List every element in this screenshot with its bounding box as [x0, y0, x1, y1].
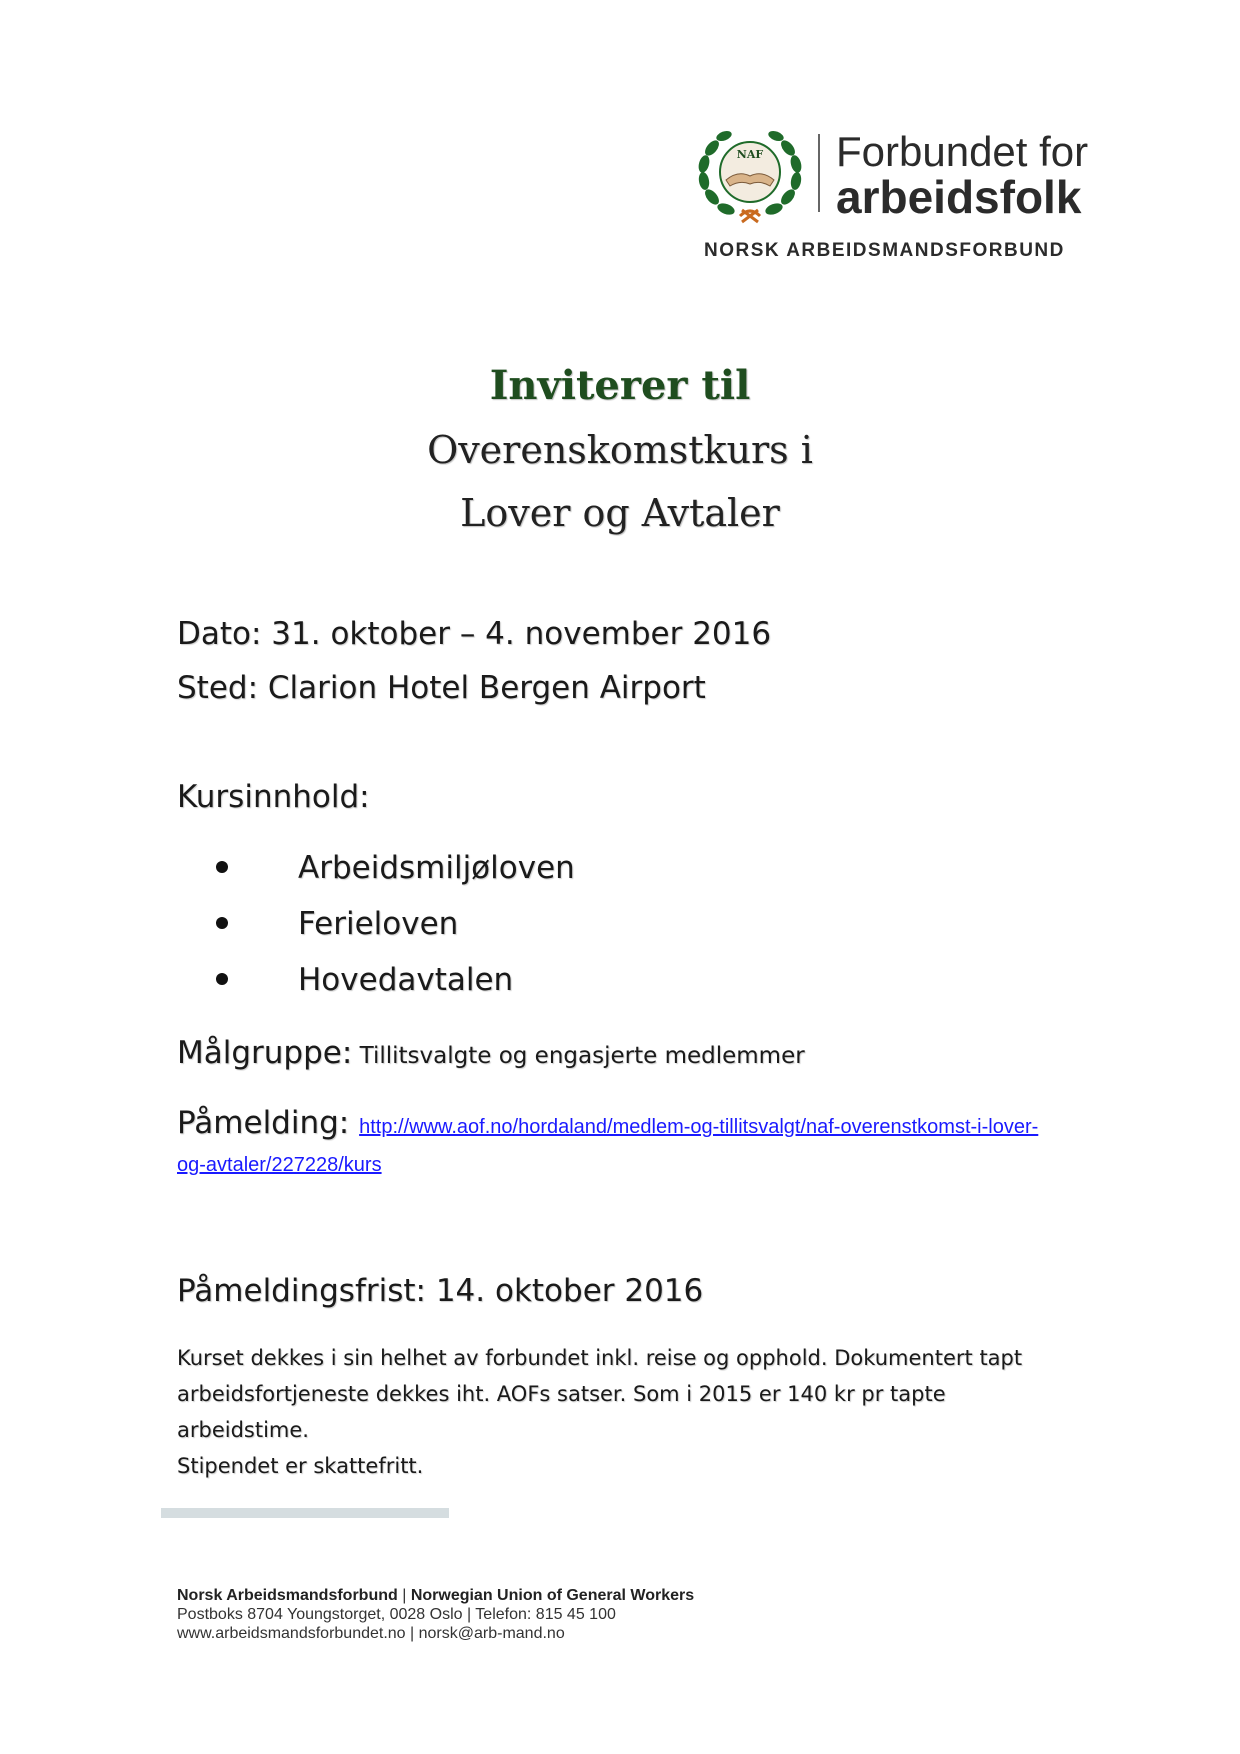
course-list-item [216, 850, 575, 886]
signup-deadline: Påmeldingsfrist: 14. oktober 2016 [177, 1273, 704, 1309]
heading-invite: Inviterer til [489, 362, 751, 409]
footer-contact: www.arbeidsmandsforbundet.no | norsk@arb-mand.no [177, 1625, 565, 1642]
naf-logo [690, 118, 1100, 268]
footer-org-line [177, 1586, 694, 1605]
heading-course: Overenskomstkurs i [427, 428, 813, 472]
logo-title-line2: arbeidsfolk [836, 171, 1082, 223]
course-item-label: Ferieloven [298, 906, 459, 942]
date-line: Dato: 31. oktober – 4. november 2016 [177, 616, 772, 652]
course-list-item [216, 962, 513, 998]
course-list-item [216, 906, 458, 942]
naf-emblem-label: NAF [736, 148, 764, 161]
info-line: Stipendet er skattefritt. [177, 1454, 424, 1478]
signup-label: Påmelding: [177, 1105, 350, 1141]
bullet-icon [216, 917, 228, 929]
info-line: Kurset dekkes i sin helhet av forbundet inkl. reise og opphold. Dokumentert tapt [177, 1346, 1023, 1370]
bullet-icon [216, 973, 228, 985]
signup-link[interactable]: http://www.aof.no/hordaland/medlem-og-tillitsvalgt/naf-overenstkomst-i-lover- [359, 1116, 1039, 1138]
course-item-label: Arbeidsmiljøloven [298, 850, 575, 886]
footer-address: Postboks 8704 Youngstorget, 0028 Oslo | Telefon: 815 45 100 [177, 1606, 616, 1623]
footer-separator: | [397, 1587, 411, 1604]
location-line: Sted: Clarion Hotel Bergen Airport [177, 670, 706, 706]
signup-line [177, 1105, 1038, 1141]
logo-divider [818, 134, 820, 212]
footer-org-name: Norsk Arbeidsmandsforbund [177, 1587, 398, 1604]
signup-link-continued[interactable]: og-avtaler/227228/kurs [177, 1154, 382, 1176]
target-group-value: Tillitsvalgte og engasjerte medlemmer [352, 1043, 805, 1069]
footer [177, 1586, 694, 1643]
heading-topic: Lover og Avtaler [460, 491, 780, 535]
footer-divider [161, 1508, 449, 1518]
course-item-label: Hovedavtalen [298, 962, 514, 998]
info-paragraph [177, 1340, 1077, 1484]
target-group-label: Målgruppe: [177, 1035, 353, 1071]
target-group [177, 1035, 805, 1071]
bullet-icon [216, 861, 228, 873]
logo-subtitle: NORSK ARBEIDSMANDSFORBUND [704, 240, 1065, 261]
course-content-label: Kursinnhold: [177, 779, 370, 815]
naf-wreath-emblem-icon [690, 118, 810, 228]
footer-org-name-en: Norwegian Union of General Workers [410, 1587, 695, 1604]
logo-title-line1: Forbundet for [836, 128, 1089, 175]
info-line: arbeidsfortjeneste dekkes iht. AOFs satser. Som i 2015 er 140 kr pr tapte arbeidstime. [177, 1382, 946, 1442]
